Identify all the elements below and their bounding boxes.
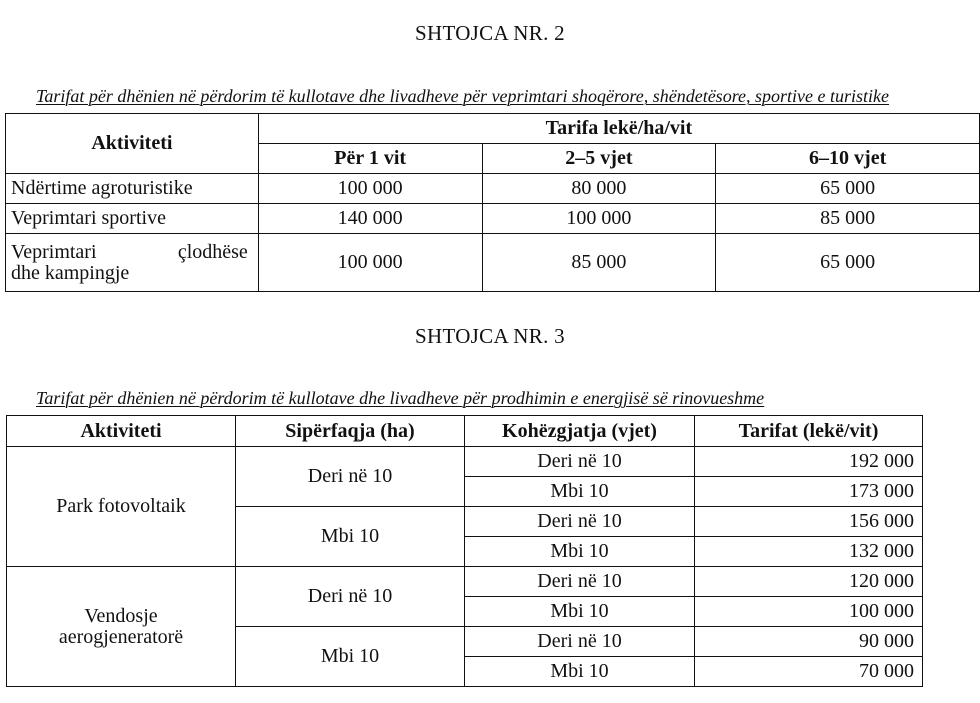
duration-cell: Mbi 10 bbox=[465, 657, 695, 687]
annex2-table bbox=[5, 113, 980, 292]
activity-line: Veprimtari çlodhëse bbox=[11, 240, 248, 263]
activity-header: Aktiviteti bbox=[7, 416, 236, 447]
annex2-heading: SHTOJCA NR. 2 bbox=[415, 21, 565, 45]
table-row bbox=[7, 567, 923, 597]
annex3-table bbox=[6, 415, 923, 687]
value-cell: 65 000 bbox=[716, 234, 980, 292]
tariff-cell: 173 000 bbox=[695, 477, 923, 507]
activity-cell bbox=[7, 447, 236, 567]
value-cell: 140 000 bbox=[258, 204, 482, 234]
table-row bbox=[6, 174, 980, 204]
area-header: Sipërfaqja (ha) bbox=[236, 416, 465, 447]
duration-cell: Deri në 10 bbox=[465, 507, 695, 537]
table-row bbox=[6, 234, 980, 292]
period-header: 2–5 vjet bbox=[482, 144, 716, 174]
annex3-heading: SHTOJCA NR. 3 bbox=[415, 324, 565, 348]
period-header: 6–10 vjet bbox=[716, 144, 980, 174]
activity-line: dhe kampingje bbox=[11, 261, 130, 284]
value-cell: 65 000 bbox=[716, 174, 980, 204]
activity-header: Aktiviteti bbox=[6, 114, 259, 174]
tariff-cell: 70 000 bbox=[695, 657, 923, 687]
tariff-cell: 90 000 bbox=[695, 627, 923, 657]
activity-cell bbox=[7, 567, 236, 687]
table-row bbox=[7, 447, 923, 477]
value-cell: 100 000 bbox=[482, 204, 716, 234]
tariff-cell: 156 000 bbox=[695, 507, 923, 537]
tariff-header: Tarifa lekë/ha/vit bbox=[258, 114, 979, 144]
activity-line: aerogjeneratorë bbox=[58, 625, 184, 648]
annex3-caption: Tarifat për dhënien në përdorim të kullotave dhe livadheve për prodhimin e energjisë së rinovueshme bbox=[36, 388, 765, 408]
area-cell: Deri në 10 bbox=[236, 567, 465, 627]
activity-cell: Veprimtari sportive bbox=[6, 204, 259, 234]
duration-cell: Deri në 10 bbox=[465, 447, 695, 477]
value-cell: 80 000 bbox=[482, 174, 716, 204]
area-cell: Mbi 10 bbox=[236, 627, 465, 687]
value-cell: 85 000 bbox=[482, 234, 716, 292]
value-cell: 85 000 bbox=[716, 204, 980, 234]
duration-cell: Mbi 10 bbox=[465, 537, 695, 567]
period-header: Për 1 vit bbox=[258, 144, 482, 174]
area-cell: Deri në 10 bbox=[236, 447, 465, 507]
duration-cell: Deri në 10 bbox=[465, 567, 695, 597]
value-cell: 100 000 bbox=[258, 234, 482, 292]
activity-line: Vendosje bbox=[84, 604, 158, 627]
activity-cell bbox=[6, 234, 259, 292]
table-row bbox=[6, 204, 980, 234]
tariff-cell: 120 000 bbox=[695, 567, 923, 597]
duration-cell: Mbi 10 bbox=[465, 477, 695, 507]
activity-line: Park fotovoltaik bbox=[56, 495, 186, 517]
tariff-cell: 192 000 bbox=[695, 447, 923, 477]
value-cell: 100 000 bbox=[258, 174, 482, 204]
tariff-header: Tarifat (lekë/vit) bbox=[695, 416, 923, 447]
activity-cell: Ndërtime agroturistike bbox=[6, 174, 259, 204]
duration-cell: Mbi 10 bbox=[465, 597, 695, 627]
tariff-cell: 132 000 bbox=[695, 537, 923, 567]
annex2-caption: Tarifat për dhënien në përdorim të kullotave dhe livadheve për veprimtari shoqërore, shëndetësore, sportive e turistike bbox=[36, 86, 889, 106]
tariff-cell: 100 000 bbox=[695, 597, 923, 627]
duration-header: Kohëzgjatja (vjet) bbox=[465, 416, 695, 447]
duration-cell: Deri në 10 bbox=[465, 627, 695, 657]
area-cell: Mbi 10 bbox=[236, 507, 465, 567]
